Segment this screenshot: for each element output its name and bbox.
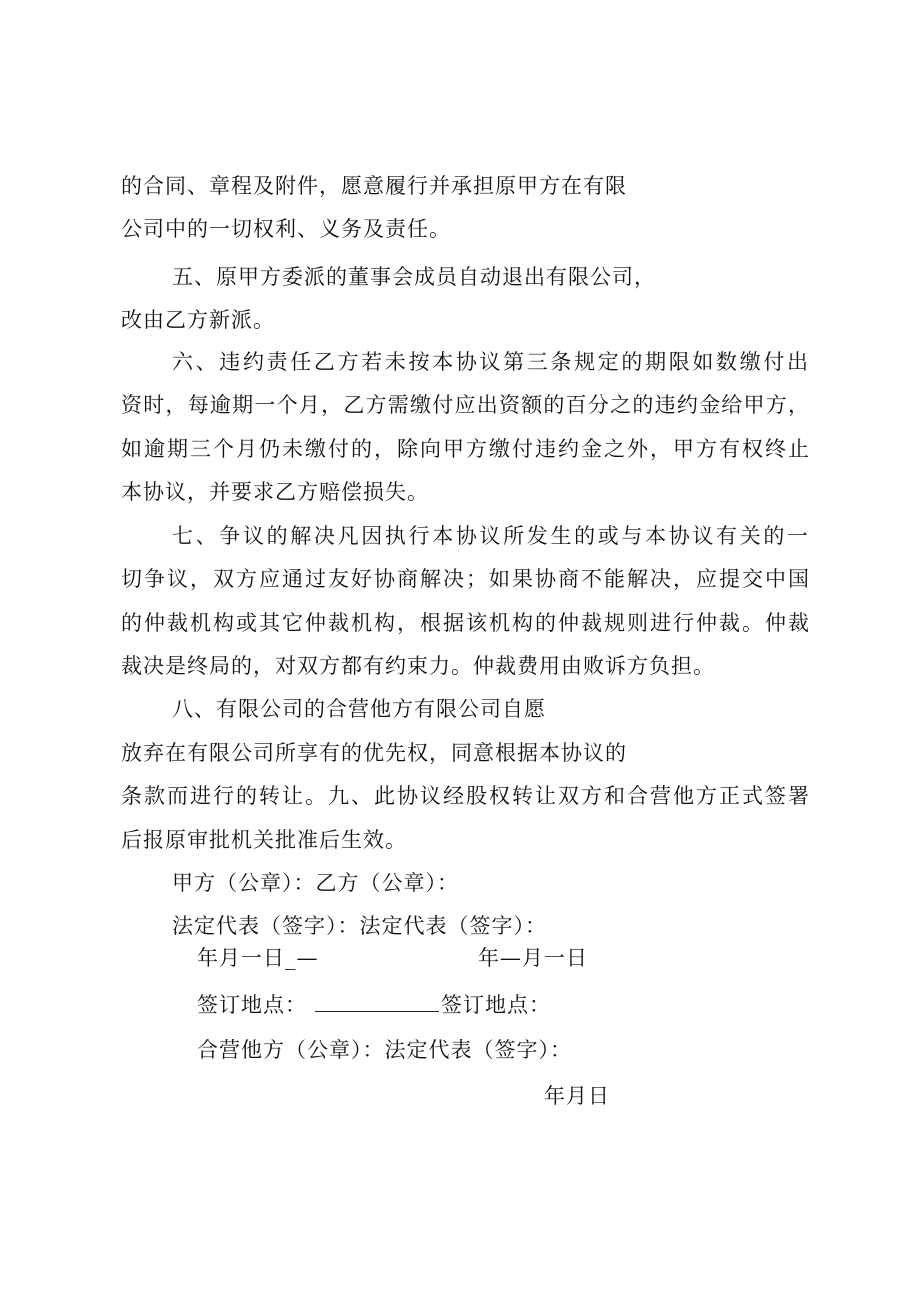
body-line: 放弃在有限公司所享有的优先权，同意根据本协议的 (121, 741, 627, 765)
signing-place-blank (315, 993, 439, 1012)
third-party-line: 合营他方（公章）：法定代表（签字）： (197, 1038, 572, 1062)
body-line: 裁决是终局的，对双方都有约束力。仲裁费用由败诉方负担。 (121, 654, 715, 678)
body-line: 本协议，并要求乙方赔偿损失。 (121, 480, 429, 504)
body-line: 公司中的一切权利、义务及责任。 (121, 217, 451, 241)
body-line: 切争议，双方应通过友好协商解决；如果协商不能解决，应提交中国 (121, 567, 809, 591)
body-line: 资时，每逾期一个月，乙方需缴付应出资额的百分之的违约金给甲方， (121, 393, 809, 417)
clause-eight: 八、有限公司的合营他方有限公司自愿 (172, 697, 546, 721)
date-left: 年月一日_— (197, 946, 319, 970)
final-date: 年月日 (544, 1084, 610, 1108)
date-right: 年—月一日 (478, 946, 588, 970)
body-line: 如逾期三个月仍未缴付的，除向甲方缴付违约金之外，甲方有权终止 (121, 437, 809, 461)
body-line: 后报原审批机关批准后生效。 (121, 828, 407, 852)
signing-place-left: 签订地点： (197, 993, 307, 1017)
signing-place-right: 签订地点： (441, 993, 551, 1017)
clause-six: 六、违约责任乙方若未按本协议第三条规定的期限如数缴付出 (172, 350, 808, 374)
signing-place-line (197, 991, 551, 1019)
body-line: 的合同、章程及附件，愿意履行并承担原甲方在有限 (121, 174, 627, 198)
clause-nine-line: 条款而进行的转让。九、此协议经股权转让双方和合营他方正式签署 (121, 784, 809, 808)
clause-five: 五、原甲方委派的董事会成员自动退出有限公司， (172, 265, 656, 289)
clause-seven: 七、争议的解决凡因执行本协议所发生的或与本协议有关的一 (172, 524, 808, 548)
legal-rep-line: 法定代表（签字）：法定代表（签字）： (172, 914, 547, 938)
body-line: 的仲裁机构或其它仲裁机构，根据该机构的仲裁规则进行仲裁。仲裁 (121, 611, 809, 635)
body-line: 改由乙方新派。 (121, 308, 275, 332)
party-seal-line: 甲方（公章）：乙方（公章）： (172, 871, 459, 895)
